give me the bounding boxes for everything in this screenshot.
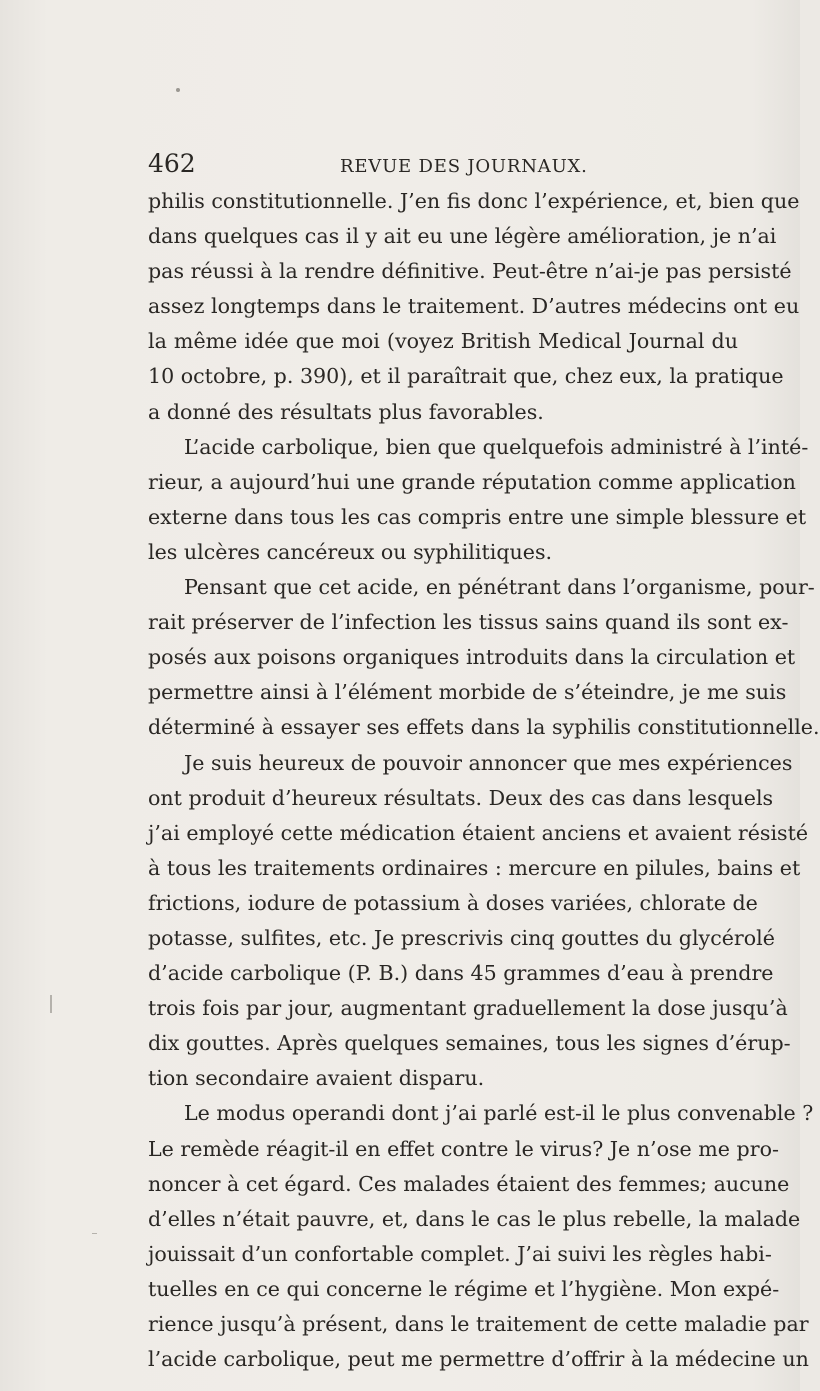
text-line: les ulcères cancéreux ou syphilitiques.	[148, 539, 553, 564]
text-line: j’ai employé cette médication étaient anciens et avaient résisté	[148, 820, 809, 845]
text-line: d’elles n’était pauvre, et, dans le cas le plus rebelle, la malade	[148, 1206, 801, 1231]
text-line: L’acide carbolique, bien que quelquefois administré à l’inté-	[184, 434, 809, 459]
text-line: Le modus operandi dont j’ai parlé est-il le plus convenable ?	[184, 1101, 814, 1126]
margin-mark	[50, 995, 52, 1013]
text-line: philis constitutionnelle. J’en fis donc l’expérience, et, bien que	[148, 189, 800, 213]
text-line: l’acide carbolique, peut me permettre d’offrir à la médecine un	[148, 1347, 809, 1372]
margin-mark	[92, 1233, 97, 1234]
text-line: jouissait d’un confortable complet. J’ai suivi les règles habi-	[148, 1241, 772, 1266]
text-line: Le remède réagit-il en effet contre le virus? Je n’ose me pro-	[148, 1136, 779, 1161]
text-line: potasse, sulfites, etc. Je prescrivis cinq gouttes du glycérolé	[148, 925, 775, 950]
text-line: Je suis heureux de pouvoir annoncer que mes expériences	[184, 750, 793, 775]
text-line: noncer à cet égard. Ces malades étaient des femmes; aucune	[148, 1171, 790, 1196]
body-text	[148, 184, 820, 1377]
text-line: externe dans tous les cas compris entre une simple blessure et	[148, 504, 807, 529]
text-line: assez longtemps dans le traitement. D’autres médecins ont eu	[148, 294, 800, 319]
text-line: la même idée que moi (voyez British Medical Journal du	[148, 329, 738, 354]
text-line: rait préserver de l’infection les tissus sains quand ils sont ex-	[148, 610, 789, 635]
running-head: REVUE DES JOURNAUX.	[340, 156, 588, 177]
text-line: posés aux poisons organiques introduits dans la circulation et	[148, 645, 796, 670]
text-line: ont produit d’heureux résultats. Deux des cas dans lesquels	[148, 785, 774, 810]
text-line: dans quelques cas il y ait eu une légère amélioration, je n’ai	[148, 224, 777, 249]
text-line: Pensant que cet acide, en pénétrant dans l’organisme, pour-	[184, 575, 815, 600]
text-line: rience jusqu’à présent, dans le traitement de cette maladie par	[148, 1312, 809, 1336]
text-line: à tous les traitements ordinaires : mercure en pilules, bains et	[148, 855, 801, 880]
text-line: pas réussi à la rendre définitive. Peut-être n’ai-je pas persisté	[148, 259, 792, 284]
text-line: a donné des résultats plus favorables.	[148, 399, 544, 424]
text-line: dix gouttes. Après quelques semaines, tous les signes d’érup-	[148, 1031, 791, 1056]
text-line: déterminé à essayer ses effets dans la syphilis constitutionnelle.	[148, 715, 820, 740]
text-line: d’acide carbolique (P. B.) dans 45 grammes d’eau à prendre	[148, 961, 774, 986]
page-number: 462	[148, 149, 196, 178]
page-speck	[176, 88, 180, 92]
text-line: tuelles en ce qui concerne le régime et l’hygiène. Mon expé-	[148, 1276, 780, 1301]
text-line: trois fois par jour, augmentant graduellement la dose jusqu’à	[148, 996, 788, 1021]
text-line: tion secondaire avaient disparu.	[148, 1066, 485, 1091]
text-line: 10 octobre, p. 390), et il paraîtrait que, chez eux, la pratique	[148, 364, 784, 389]
page-header	[148, 149, 738, 183]
text-line: rieur, a aujourd’hui une grande réputation comme application	[148, 469, 796, 494]
text-line: permettre ainsi à l’élément morbide de s’éteindre, je me suis	[148, 680, 787, 705]
text-line: frictions, iodure de potassium à doses variées, chlorate de	[148, 890, 758, 915]
